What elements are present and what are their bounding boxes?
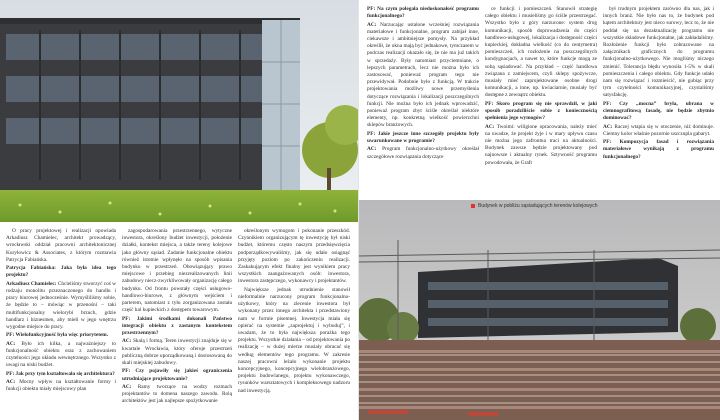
speaker-label: Arkadiusz Chamielec: (6, 280, 57, 287)
speaker-label: AC: (603, 123, 613, 130)
answer-text: Chcieliśmy stworzyć coś w rodzaju monolitu przeznaczonego do handlu i pracy biurowej jednocześnie. Wymyśliliśmy sobie, że będzie to – mówiąc w przenośni – taki multifunkcjonalny wielorybi brzuch, gdzie handlarz i biznesmen, aby mieli w jego wnętrzu wygodne miejsce do pracy. (6, 280, 116, 331)
red-bullet-icon (471, 204, 475, 208)
answer-text: Program funkcjonalno-użytkowy określał szczegółowe rozwiązania dotyczące (367, 146, 479, 160)
answer-text: Raczej wtapia się w otoczenie, niż dominuje. Ciemny kolor właśnie pozornie uszczupla gabaryt. (603, 123, 714, 137)
answer (122, 338, 232, 367)
question: PF: Wielofunkcyjność była więc priorytetem. (6, 332, 109, 339)
body-paragraph: określonym wymogom i pokonanie przeszkód. Czynnikiem organizującym tę inwestycję był niski budżet, któremu często naszym przedsięwzięcia podporządkowywaliśmy, jak się udało osiągnąć przyjęty poziom po zakończeniu realizacji. Zaskakującym efekt finalny jest wynikiem pracy wszystkich zaangażowanych osób: inwestora, inwestora zastępczego, wykonawcy i projektantów. (238, 228, 350, 285)
answer (485, 124, 597, 167)
railway-building-illustration (358, 200, 720, 420)
question: PF: Na czym polegała niedoskonałość programu funkcjonalnego? (367, 6, 479, 20)
caption-text: Budynek w pobliżu sąsiadujących terenów kolejowych (478, 203, 598, 209)
railway-building-photo (358, 200, 720, 420)
speaker-label: AC: (122, 338, 132, 345)
answer-text: Twoimi: wiligione opracowania, należy mieć na uwadze, że projekt żyje i w mary upływu czasu nie można jego zafrontna traci na aktualności. Budynek zawsze będzie projektowany pod najnowsze i aktualny rynek. Sztywność programu powodowała, że Graft (485, 123, 597, 166)
answer (603, 124, 714, 138)
answer (6, 341, 116, 370)
building-facade-illustration (0, 0, 358, 222)
building-facade-photo (0, 0, 358, 222)
answer-text: Narzucając ustalone wcześniej rozwiązania materiałowe i funkcjonalne, program zabijał inne, ciekawsze i ambitniejsze pomysły. Na przykład określił, że okna mają być jednakowe, tymczasem w podczas realizacji okazało się, że nie ma już takich w sprzedaży. Były natomiast przyciemniane, o lepszych parametrach, lecz nie można było ich zastosować, ponieważ program tego nie przewidywał. Podobnie było z funkcją. W trakcie projektowania możliwy nowe przemyślenia dotyczące rozwiązania i lokalizacji poszczególnych funkcji. Nie można było ich jednak wprowadzić, ponieważ program zbyt ściśle określał niektóre elementy, np. konkretną wielkość powierzchni sklepów branżowych. (367, 21, 479, 129)
answer (6, 379, 116, 393)
speaker-label: AC: (367, 21, 377, 28)
body-paragraph: Największe jednak utrudnienie stanowił nieformalnie narzucony program funkcjonalno-użytkowy, który na zlecenie inwestora był wykonany przez innego architekta i przedstawiony nam w formie pisemnej. Inwestycja miała się opierać na systemie „zaprojektuj i wybuduj”, i uważam, że to była największa porażka tego projektu. Wszystkie działania – od projektowania po realizację – w dużej mierze musiały obracać się według elementów tego programu. W zakresie naszej pracowni leżało wykonanie projektu koncepcyjnego, koncepcyjnego wielobranżowego, projektu budowlanego, projektu wykonawczego, rysunków warsztatowych i kompleksowego nadzoru nad inwestycją. (238, 286, 350, 394)
text-column-6 (603, 6, 714, 198)
answer (367, 22, 479, 130)
text-column-1 (6, 228, 116, 418)
speaker-label: AC: (122, 384, 132, 391)
answer-text: Mocny wpływ na kształtowanie formy i funkcji obiektu miały miejscowy plan (6, 379, 116, 393)
answer-text: Było ich kilka, a najważniejszy to funkcjonalność obiektu oraz z zachowaniem czytelności jego układu wewnętrznego. Wszystko z uwagi na niski budżet. (6, 340, 116, 369)
answer-text: Ramy tworzące na wodzy rozmach projektantów to domena naszego zawodu. Rolą architektów jest jak najlepsze spożytkowanie (122, 384, 232, 405)
question: PF: Jakimi środkami dokonali Państwo integracji obiektu z zastanym kontekstem przestrzennym? (122, 315, 232, 337)
answer (122, 384, 232, 406)
speaker-label: AC: (367, 146, 377, 153)
body-paragraph: zagospodarowania przestrzennego, wytyczne inwestora, określony budżet inwestycji, położenie działki, kontekst miejsca, a także tereny kolejowe jako główny sąsiad. Zadanie funkcjonalne obiektu również istotnie wpłynęło na sposób wpisania budynku w przestrzeń. Obowiązujący prawo miejscowe i przebieg niezrealizowanych linii zabudowy niecz-zwyrkliwowały organizację całego budynku. Od frontu powstały części usługowo-handlowo-biurowe, z głównym wejściem i parterem, natomiast z tyłu zorganizowana została część hal kupieckich z dostępem towarowym. (122, 228, 232, 314)
body-paragraph: ce funkcji i pomieszczeń. Stanowił strategię całego obiektu i musieliśmy go ściśle przestrzegać. Wszystko było z góry narzucone: system drog komunikacji, sposób doprowadzenia do części handlowo-usługowej, lokalizacja i dostępność części kupieckiej, dokładna wielkość (co do centymetra) pomieszczeń, ich rozłożenie na poszczególnych kondygnacjach, a nawet to, które funkcje mogą ze sobą sąsiadować. Na przykład – część handlowa związana z zamiejscem, czyli sklepy spożywcze, musiały mieć zaprojektowane osobne drogi komunikacji, a inne, np. kwiaciarnie, musiały być dostępne z zewnątrz obiektu. (485, 6, 597, 99)
intro-paragraph: O pracy projektowej i realizacji opowiada Arkadiusz Chamielec, architekt prowadzący, wrocławski oddział pracowni architektonicznej Kuryłowicz & Associates, z którym rozmawia Patrycja Fabiańska. (6, 228, 116, 263)
text-column-4 (367, 6, 479, 198)
question: PF: Skoro program się nie sprawdził, w jaki sposób poradziliście sobie z koniecznością spełnienia jego wymogów? (485, 100, 597, 122)
question: PF: Czy „mocna” bryła, ubrana w ciemnografitową fasadę, nie będzie zbytnio dominować? (603, 100, 714, 122)
question: PF: Jak przy tym kształtowała się architektura? (6, 370, 115, 377)
text-column-5 (485, 6, 597, 198)
answer-text: Skalą i formą. Teren inwestycji znajduje się w kwartale Wrocławia, który oferuje przestrzeń publiczną dobrze uporządkowaną i dostosowaną do skali miejskiej zabudowy. (122, 338, 232, 367)
question: PF: Czy pojawiły się jakieś ograniczenia utrudniające projektowanie? (122, 368, 232, 382)
speaker-label: AC: (485, 123, 495, 130)
answer (6, 281, 116, 331)
text-column-2 (122, 228, 232, 418)
text-column-3 (238, 228, 350, 418)
question: PF: Kompozycja fasad i rozwiązania materiałowe wynikają z programu funkcjonalnego? (603, 139, 714, 160)
question: PF: Jakie jeszcze inne szczegóły projektu były uwarunkowane w programie? (367, 130, 479, 145)
speaker-label: AC: (6, 340, 16, 347)
page-gutter (358, 0, 359, 420)
body-paragraph: był trudnym projektem zarówno dla nas, jak i innych branż. Nie było nas to, że budynek pod kątem architektury jest nieco surowy, lecz to, że nie poddał się na dezaktualizację programu nie wszystkie składowe funkcjonalne, jak zakładaliśmy. Rozłożenie funkcji było zobrazowane na załącznikach graficznych do programu funkcjonalno-użytkowego. Nie mogliśmy niczego zmienić. Tolerancja błędu wynosiła 1-5% w skali pomieszczenia i całego obiektu. Gdy funkcje udało nam się rozwiązać i rozmieścić, nie gubiąc przy tym czytelności komunikacyjnej, czystaliśmy satysfakcję. (603, 6, 714, 99)
photo-caption (471, 203, 598, 209)
answer (367, 146, 479, 160)
question: Patrycja Fabiańska: Jaka była idea tego projektu? (6, 265, 116, 279)
speaker-label: AC: (6, 379, 16, 386)
